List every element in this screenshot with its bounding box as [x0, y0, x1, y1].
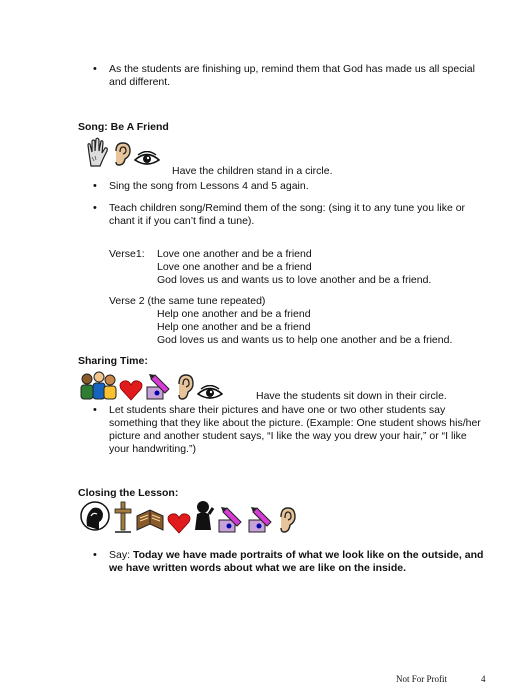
verse2-label: Verse 2 (the same tune repeated)	[109, 295, 266, 307]
footer-page-number: 4	[481, 674, 486, 684]
verse1-line: Love one another and be a friend	[157, 261, 312, 273]
closing-bullet-line-2	[109, 562, 519, 575]
verse1-lines	[157, 248, 431, 287]
verse2-lines	[157, 308, 452, 347]
closing-bullet-line-1	[109, 549, 519, 562]
closing-bullet-prefix: Say:	[109, 549, 133, 561]
verse2-line: Help one another and be a friend	[157, 321, 311, 333]
song-bullet-1: Sing the song from Lessons 4 and 5 again.	[109, 180, 309, 192]
song-bullet-2-line-1: Teach children song/Remind them of the song: (sing it to any tune you like or	[109, 202, 466, 214]
bible-icon	[135, 504, 165, 534]
sharing-bullet-line: your handwriting.”)	[109, 443, 196, 455]
crayon-drawing-icon	[145, 373, 173, 401]
sharing-bullet-line: picture and another student says, “I like the way you drew your hair,” or “I like	[109, 430, 467, 442]
verse1-line: Love one another and be a friend	[157, 248, 312, 260]
closing-icons	[79, 500, 297, 534]
heart-icon	[167, 512, 191, 534]
ear-icon	[277, 506, 297, 534]
verse2-line: God loves us and wants us to help one another and be a friend.	[157, 334, 453, 346]
ear-icon	[112, 141, 132, 167]
closing-bullet-bold-1: Today we have made portraits of what we look like on the outside, and	[132, 549, 484, 561]
bullet-marker	[93, 64, 99, 70]
sharing-bullet	[109, 404, 519, 456]
sharing-bullet-line: Let students share their pictures and have one or two other students say	[109, 404, 446, 416]
song-heading: Song: Be A Friend	[78, 121, 169, 133]
intro-bullet-text	[109, 63, 509, 89]
footer-text: Not For Profit	[396, 674, 448, 684]
heart-icon	[119, 379, 143, 401]
song-bullet-2	[109, 202, 519, 228]
bullet-marker	[93, 181, 99, 187]
verse1-label: Verse1:	[109, 248, 145, 260]
children-group-icon	[79, 371, 117, 401]
thinking-head-icon	[79, 500, 111, 534]
eye-icon	[134, 151, 160, 167]
intro-line-1: As the students are finishing up, remind them that God has made us all special	[109, 63, 475, 75]
hand-icon	[86, 137, 110, 167]
verse1-line: God loves us and wants us to love another and be a friend.	[157, 274, 432, 286]
sharing-heading: Sharing Time:	[78, 355, 148, 367]
bullet-marker	[93, 550, 99, 556]
crayon-drawing-icon	[217, 506, 245, 534]
sharing-icons	[79, 371, 223, 401]
song-bullet-2-line-2: chant it if you can’t find a tune).	[109, 215, 255, 227]
sharing-bullet-line: something that they like about the picture. (Example: One student shows his/her	[109, 417, 481, 429]
eye-icon	[197, 385, 223, 401]
closing-bullet-bold-2: we have written words about what we are like on the inside.	[109, 562, 406, 574]
song-icons-caption: Have the children stand in a circle.	[172, 165, 333, 177]
crayon-drawing-icon	[247, 506, 275, 534]
ear-icon	[175, 373, 195, 401]
bullet-marker	[93, 405, 99, 411]
closing-bullet	[109, 549, 519, 575]
verse2-line: Help one another and be a friend	[157, 308, 311, 320]
intro-line-2: and different.	[109, 76, 171, 88]
sharing-icons-caption: Have the students sit down in their circle.	[256, 390, 447, 402]
cross-icon	[113, 500, 133, 534]
bullet-marker	[93, 203, 99, 209]
praying-child-icon	[193, 500, 215, 534]
song-icons	[86, 137, 160, 167]
closing-heading: Closing the Lesson:	[78, 487, 179, 499]
